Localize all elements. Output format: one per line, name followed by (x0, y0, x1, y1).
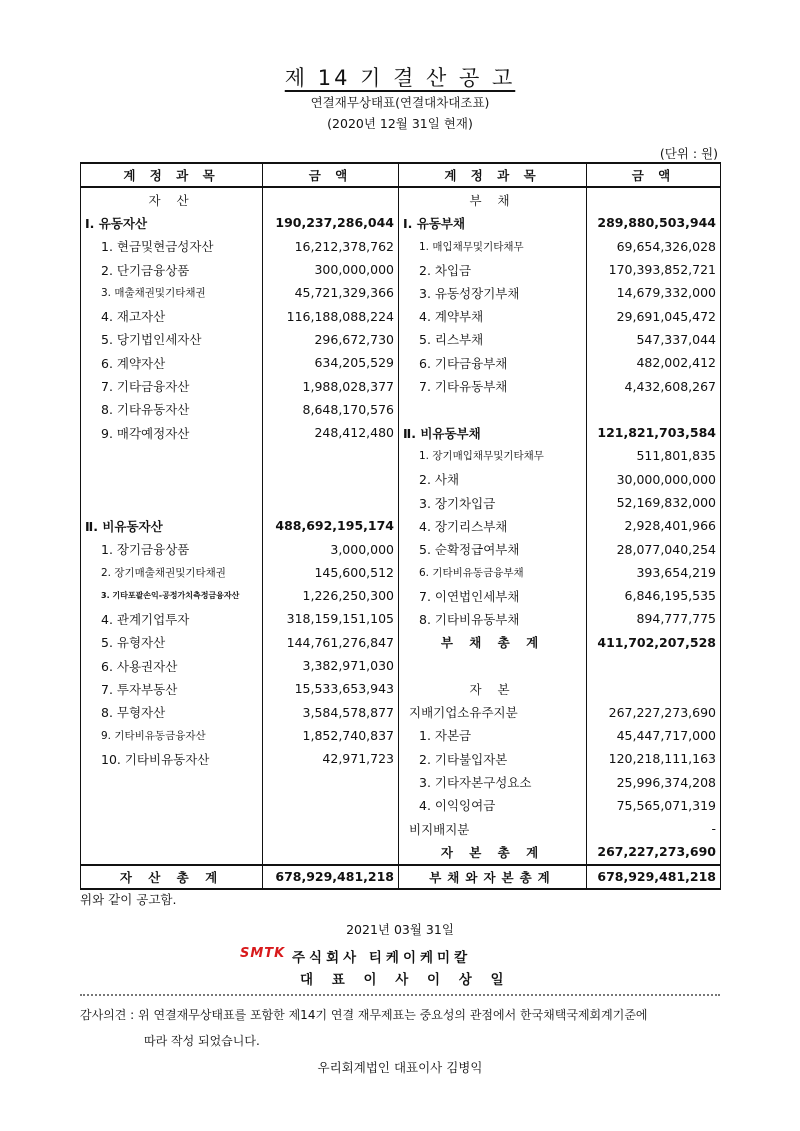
amount-cell: 69,654,326,028 (587, 235, 721, 258)
header-account-left: 계 정 과 목 (81, 163, 263, 187)
amount-cell (263, 840, 399, 864)
table-row (81, 421, 721, 444)
account-cell: 자 산 (81, 187, 263, 211)
amount-cell: 116,188,088,224 (263, 304, 399, 327)
account-cell: 2. 단기금융상품 (81, 258, 263, 281)
total-label-cell: 부채와자본총계 (399, 865, 587, 889)
amount-cell: 8,648,170,576 (263, 398, 399, 421)
notice-text: 위와 같이 공고함. (80, 892, 177, 907)
account-cell: 5. 순확정급여부채 (399, 537, 587, 560)
table-row (81, 701, 721, 724)
account-cell: 지배기업소유주지분 (399, 701, 587, 724)
account-cell: 1. 장기매입채무및기타채무 (399, 444, 587, 467)
amount-cell: 170,393,852,721 (587, 258, 721, 281)
account-cell: 3. 기타자본구성요소 (399, 770, 587, 793)
account-cell: 8. 무형자산 (81, 701, 263, 724)
ceo-name: 대 표 이 사 이 상 일 (300, 972, 511, 988)
amount-cell: 15,533,653,943 (263, 677, 399, 700)
account-cell: 6. 기타비유동금융부채 (399, 561, 587, 584)
account-cell: 2. 사채 (399, 468, 587, 491)
company-name: 주식회사 티케이케미칼 (292, 950, 472, 966)
table-row (81, 374, 721, 397)
notice-date: 2021년 03월 31일 (346, 922, 454, 937)
amount-cell: 30,000,000,000 (587, 468, 721, 491)
table-row (81, 724, 721, 747)
amount-cell: 29,691,045,472 (587, 304, 721, 327)
amount-cell: 3,000,000 (263, 537, 399, 560)
header-account-right: 계 정 과 목 (399, 163, 587, 187)
account-cell: 6. 계약자산 (81, 351, 263, 374)
account-cell: 3. 장기차입금 (399, 491, 587, 514)
table-row (81, 817, 721, 840)
amount-cell: 289,880,503,944 (587, 211, 721, 234)
amount-cell: 28,077,040,254 (587, 537, 721, 560)
table-row (81, 351, 721, 374)
table-row (81, 328, 721, 351)
account-cell (81, 491, 263, 514)
statement-name: 연결재무상태표(연결대차대조표) (310, 95, 490, 110)
table-row (81, 607, 721, 630)
account-cell: 2. 차입금 (399, 258, 587, 281)
account-cell: 1. 장기금융상품 (81, 537, 263, 560)
account-cell: 8. 기타유동자산 (81, 398, 263, 421)
account-cell (81, 444, 263, 467)
amount-cell (263, 491, 399, 514)
amount-cell (263, 444, 399, 467)
dotted-divider (80, 994, 720, 996)
amount-cell: 482,002,412 (587, 351, 721, 374)
amount-cell: 267,227,273,690 (587, 701, 721, 724)
amount-cell: 14,679,332,000 (587, 281, 721, 304)
amount-cell (587, 187, 721, 211)
account-cell: Ⅰ. 유동자산 (81, 211, 263, 234)
amount-cell: 145,600,512 (263, 561, 399, 584)
header-amount-right: 금 액 (587, 163, 721, 187)
account-cell: 4. 이익잉여금 (399, 794, 587, 817)
account-cell: 4. 관계기업투자 (81, 607, 263, 630)
amount-cell (263, 770, 399, 793)
auditor-signature: 우리회계법인 대표이사 김병익 (317, 1060, 483, 1075)
amount-cell: 42,971,723 (263, 747, 399, 770)
totals-row (81, 865, 721, 889)
account-cell: 5. 당기법인세자산 (81, 328, 263, 351)
amount-cell: 1,852,740,837 (263, 724, 399, 747)
table-row (81, 304, 721, 327)
header-amount-left: 금 액 (263, 163, 399, 187)
account-cell: 2. 기타불입자본 (399, 747, 587, 770)
account-cell (81, 840, 263, 864)
account-cell: 3. 기타포괄손익-공정가치측정금융자산 (81, 584, 263, 607)
account-cell: 4. 재고자산 (81, 304, 263, 327)
account-cell: 부 채 총 계 (399, 631, 587, 654)
table-row (81, 770, 721, 793)
amount-cell: 52,169,832,000 (587, 491, 721, 514)
total-label-cell: 자 산 총 계 (81, 865, 263, 889)
table-header-row (81, 163, 721, 187)
amount-cell: 296,672,730 (263, 328, 399, 351)
amount-cell: 411,702,207,528 (587, 631, 721, 654)
amount-cell: 634,205,529 (263, 351, 399, 374)
table-row (81, 398, 721, 421)
amount-cell: 3,382,971,030 (263, 654, 399, 677)
amount-cell: 894,777,775 (587, 607, 721, 630)
account-cell: 6. 사용권자산 (81, 654, 263, 677)
amount-cell: 120,218,111,163 (587, 747, 721, 770)
account-cell: 1. 자본금 (399, 724, 587, 747)
unit-label: (단위 : 원) (659, 146, 718, 161)
amount-cell (263, 468, 399, 491)
account-cell: 9. 기타비유동금융자산 (81, 724, 263, 747)
account-cell: 7. 기타유동부채 (399, 374, 587, 397)
table-row (81, 794, 721, 817)
table-row (81, 211, 721, 234)
account-cell: 3. 유동성장기부채 (399, 281, 587, 304)
amount-cell (587, 654, 721, 677)
table-row (81, 584, 721, 607)
account-cell (399, 398, 587, 421)
amount-cell: 248,412,480 (263, 421, 399, 444)
amount-cell: 267,227,273,690 (587, 840, 721, 864)
account-cell: 자 본 (399, 677, 587, 700)
amount-cell: 75,565,071,319 (587, 794, 721, 817)
table-row (81, 677, 721, 700)
account-cell: 자 본 총 계 (399, 840, 587, 864)
amount-cell: 25,996,374,208 (587, 770, 721, 793)
amount-cell: 16,212,378,762 (263, 235, 399, 258)
amount-cell (263, 817, 399, 840)
amount-cell: 511,801,835 (587, 444, 721, 467)
statement-date: (2020년 12월 31일 현재) (327, 116, 473, 131)
account-cell: 3. 매출채권및기타채권 (81, 281, 263, 304)
account-cell: Ⅱ. 비유동부채 (399, 421, 587, 444)
table-row (81, 235, 721, 258)
amount-cell (263, 187, 399, 211)
account-cell (81, 817, 263, 840)
account-cell (81, 468, 263, 491)
account-cell: Ⅰ. 유동부채 (399, 211, 587, 234)
total-amount-cell: 678,929,481,218 (263, 865, 399, 889)
table-row (81, 631, 721, 654)
total-amount-cell: 678,929,481,218 (587, 865, 721, 889)
audit-opinion-line1: 감사의견 : 위 연결재무상태표를 포함한 제14기 연결 재무제표는 중요성의 관점에서 한국채택국제회계기준에 (80, 1008, 648, 1022)
amount-cell: 1,988,028,377 (263, 374, 399, 397)
account-cell: 부 채 (399, 187, 587, 211)
account-cell (81, 794, 263, 817)
amount-cell (263, 794, 399, 817)
amount-cell: 45,721,329,366 (263, 281, 399, 304)
table-row (81, 258, 721, 281)
account-cell: 5. 유형자산 (81, 631, 263, 654)
table-row (81, 537, 721, 560)
account-cell: 비지배지분 (399, 817, 587, 840)
amount-cell: - (587, 817, 721, 840)
audit-opinion-line2: 따라 작성 되었습니다. (144, 1034, 260, 1048)
amount-cell: 4,432,608,267 (587, 374, 721, 397)
amount-cell: 6,846,195,535 (587, 584, 721, 607)
amount-cell: 488,692,195,174 (263, 514, 399, 537)
amount-cell: 121,821,703,584 (587, 421, 721, 444)
amount-cell: 2,928,401,966 (587, 514, 721, 537)
account-cell: 7. 기타금융자산 (81, 374, 263, 397)
account-cell: 1. 현금및현금성자산 (81, 235, 263, 258)
table-row (81, 514, 721, 537)
amount-cell: 318,159,151,105 (263, 607, 399, 630)
account-cell: 10. 기타비유동자산 (81, 747, 263, 770)
account-cell: Ⅱ. 비유동자산 (81, 514, 263, 537)
amount-cell: 190,237,286,044 (263, 211, 399, 234)
table-row (81, 747, 721, 770)
amount-cell: 144,761,276,847 (263, 631, 399, 654)
amount-cell: 547,337,044 (587, 328, 721, 351)
table-row (81, 468, 721, 491)
amount-cell (587, 398, 721, 421)
account-cell: 8. 기타비유동부채 (399, 607, 587, 630)
table-row (81, 281, 721, 304)
table-row (81, 187, 721, 211)
account-cell: 1. 매입채무및기타채무 (399, 235, 587, 258)
amount-cell: 3,584,578,877 (263, 701, 399, 724)
account-cell: 4. 장기리스부채 (399, 514, 587, 537)
amount-cell: 393,654,219 (587, 561, 721, 584)
table-row (81, 840, 721, 864)
document-title: 제 14 기 결 산 공 고 (284, 66, 516, 90)
account-cell: 5. 리스부채 (399, 328, 587, 351)
account-cell: 2. 장기매출채권및기타채권 (81, 561, 263, 584)
table-row (81, 561, 721, 584)
table-row (81, 491, 721, 514)
account-cell (399, 654, 587, 677)
table-row (81, 654, 721, 677)
company-logo: SMTK (240, 946, 286, 961)
account-cell: 9. 매각예정자산 (81, 421, 263, 444)
account-cell: 6. 기타금융부채 (399, 351, 587, 374)
amount-cell: 300,000,000 (263, 258, 399, 281)
account-cell: 7. 이연법인세부채 (399, 584, 587, 607)
amount-cell: 1,226,250,300 (263, 584, 399, 607)
table-row (81, 444, 721, 467)
amount-cell: 45,447,717,000 (587, 724, 721, 747)
balance-sheet-table (80, 162, 721, 890)
account-cell (81, 770, 263, 793)
account-cell: 7. 투자부동산 (81, 677, 263, 700)
amount-cell (587, 677, 721, 700)
account-cell: 4. 계약부채 (399, 304, 587, 327)
